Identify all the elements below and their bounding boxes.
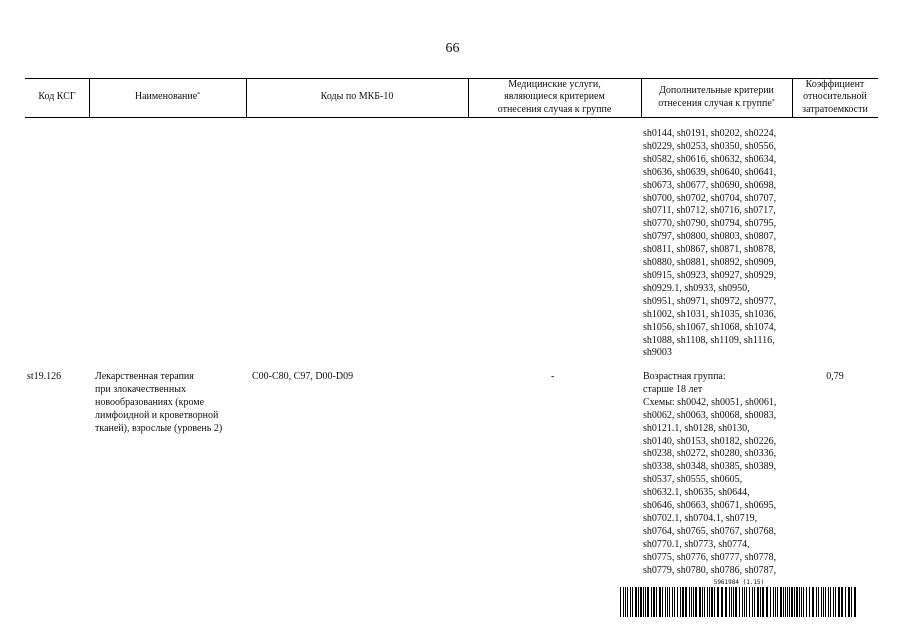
- barcode-bar: [714, 587, 715, 617]
- barcode-bar: [704, 587, 705, 617]
- barcode-bar: [623, 587, 624, 617]
- barcode-bar: [752, 587, 753, 617]
- barcode-bar: [757, 587, 759, 617]
- barcode-bar: [783, 587, 784, 617]
- row-mkb-codes: C00-C80, C97, D00-D09: [252, 371, 354, 382]
- barcode-bar: [735, 587, 737, 617]
- barcode-bar: [749, 587, 750, 617]
- barcode-bar: [709, 587, 710, 617]
- barcode-bar: [647, 587, 649, 617]
- barcode-bar: [672, 587, 673, 617]
- barcode-bar: [682, 587, 684, 617]
- barcode-bar: [699, 587, 701, 617]
- barcode-bar: [632, 587, 633, 617]
- barcode-bar: [835, 587, 836, 617]
- barcode-bar: [833, 587, 834, 617]
- barcode-bar: [742, 587, 743, 617]
- barcode-bar: [780, 587, 782, 617]
- barcode-bar: [789, 587, 790, 617]
- barcode-bar: [689, 587, 690, 617]
- barcode-bar: [766, 587, 768, 617]
- barcode-bar: [651, 587, 652, 617]
- row-criteria-list: Возрастная группа: старше 18 лет Схемы: sh0042, sh0051, sh0061, sh0062, sh0063, sh0068, sh0083, sh0121.1, sh0128, sh0130, sh0140, sh0153, sh0182, sh0226, sh0238, sh0272, sh0280, sh0336, sh0338, sh0348, sh0385, sh0389, sh0537, sh0555, sh0605, sh0632.1, sh0635, sh0644, sh0646, sh0663, sh0671, sh0695, sh0702.1, sh0704.1, sh0719, sh0764, sh0765, sh0767, sh0768, sh0770.1, sh0773, sh0774, sh0775, sh0776, sh0777, sh0778, sh0779, sh0780, sh0786, sh0787,: [643, 371, 777, 576]
- barcode-bar: [787, 587, 788, 617]
- barcode-bar: [733, 587, 734, 617]
- barcode-bar: [760, 587, 761, 617]
- barcode-bar: [754, 587, 755, 617]
- barcode-bar: [773, 587, 774, 617]
- barcode-bar: [816, 587, 817, 617]
- barcode-bar: [640, 587, 642, 617]
- barcode-bar: [693, 587, 694, 617]
- barcode-bar: [821, 587, 822, 617]
- barcode-bar: [770, 587, 771, 617]
- barcode-bar: [680, 587, 681, 617]
- barcode-bar: [691, 587, 692, 617]
- barcode-bar: [841, 587, 843, 617]
- barcode-bar: [656, 587, 657, 617]
- header-criteria: Дополнительные критерии отнесения случая к группе*: [658, 85, 775, 109]
- row-coefficient: 0,79: [826, 371, 844, 382]
- header-bottom-rule: [25, 117, 878, 118]
- header-mkb: Коды по МКБ-10: [320, 91, 394, 103]
- barcode-bar: [731, 587, 732, 617]
- barcode-bar: [702, 587, 703, 617]
- barcode-bar: [818, 587, 819, 617]
- barcode-bar: [665, 587, 666, 617]
- barcode-bar: [823, 587, 824, 617]
- barcode-bar: [627, 587, 628, 617]
- header-code: Код КСГ: [38, 91, 76, 103]
- barcode-bar: [777, 587, 778, 617]
- page-number: 66: [445, 41, 460, 56]
- barcode-bar: [645, 587, 646, 617]
- barcode-bar: [851, 587, 852, 617]
- barcode-bar: [630, 587, 631, 617]
- barcode-bar: [803, 587, 804, 617]
- barcode-bar: [635, 587, 637, 617]
- header-services: Медицинские услуги, являющиеся критерием отнесения случая к группе: [497, 78, 612, 115]
- barcode-bar: [746, 587, 747, 617]
- barcode-bar: [695, 587, 697, 617]
- barcode-bar: [806, 587, 807, 617]
- barcode-bar: [785, 587, 786, 617]
- barcode-bar: [620, 587, 621, 617]
- barcode-bar: [625, 587, 626, 617]
- barcode-bar: [667, 587, 668, 617]
- row-services: -: [551, 371, 555, 382]
- barcode-bar: [801, 587, 802, 617]
- barcode-bar: [685, 587, 687, 617]
- continued-criteria-list: sh0144, sh0191, sh0202, sh0224, sh0229, sh0253, sh0350, sh0556, sh0582, sh0616, sh0632, sh0634, sh0636, sh0639, sh0640, sh0641, sh0673, sh0677, sh0690, sh0698, sh0700, sh0702, sh0704, sh0707, sh0711, sh0712, sh0716, sh0717, sh0770, sh0790, sh0794, sh0795, sh0797, sh0800, sh0803, sh0807, sh0811, sh0867, sh0871, sh0878, sh0880, sh0881, sh0892, sh0909, sh0915, sh0923, sh0927, sh0929, sh0929.1, sh0933, sh0950, sh0951, sh0971, sh0972, sh0977, sh1002, sh1031, sh1035, sh1036, sh1056, sh1067, sh1068, sh1074, sh1088, sh1108, sh1109, sh1116, sh9003: [643, 128, 777, 359]
- barcode-bar: [638, 587, 639, 617]
- barcode-bar: [677, 587, 678, 617]
- barcode-bar: [739, 587, 740, 617]
- barcode-bar: [762, 587, 764, 617]
- barcode-bar: [669, 587, 670, 617]
- barcode-bar: [775, 587, 776, 617]
- barcode-bar: [643, 587, 644, 617]
- barcode-bar: [845, 587, 846, 617]
- barcode-bar: [674, 587, 675, 617]
- row-ksg-code: st19.126: [27, 371, 62, 382]
- barcode-bar: [828, 587, 829, 617]
- barcode-bar: [711, 587, 713, 617]
- barcode: [620, 579, 858, 617]
- barcode-bar: [721, 587, 723, 617]
- barcode-bar: [854, 587, 856, 617]
- barcode-bar: [825, 587, 826, 617]
- barcode-bar: [838, 587, 840, 617]
- barcode-bar: [812, 587, 814, 617]
- barcode-bar: [809, 587, 810, 617]
- barcode-bar: [662, 587, 663, 617]
- barcode-bar: [707, 587, 708, 617]
- barcode-number: 5961984 (1.15): [713, 579, 765, 586]
- barcode-bar: [717, 587, 719, 617]
- barcode-bar: [653, 587, 655, 617]
- barcode-bar: [848, 587, 850, 617]
- barcode-bar: [659, 587, 661, 617]
- barcode-bar: [830, 587, 831, 617]
- barcode-bar: [744, 587, 745, 617]
- barcode-bars: [620, 587, 858, 617]
- barcode-bar: [796, 587, 798, 617]
- header-name: Наименование*: [134, 91, 201, 103]
- barcode-bar: [794, 587, 795, 617]
- row-name: Лекарственная терапия при злокачественных новообразованиях (кроме лимфоидной и кроветворной тканей), взрослые (уровень 2): [95, 371, 223, 434]
- barcode-bar: [729, 587, 730, 617]
- barcode-bar: [791, 587, 793, 617]
- barcode-bar: [799, 587, 800, 617]
- header-coefficient: Коэффициент относительной затратоемкости: [802, 78, 868, 115]
- barcode-bar: [725, 587, 727, 617]
